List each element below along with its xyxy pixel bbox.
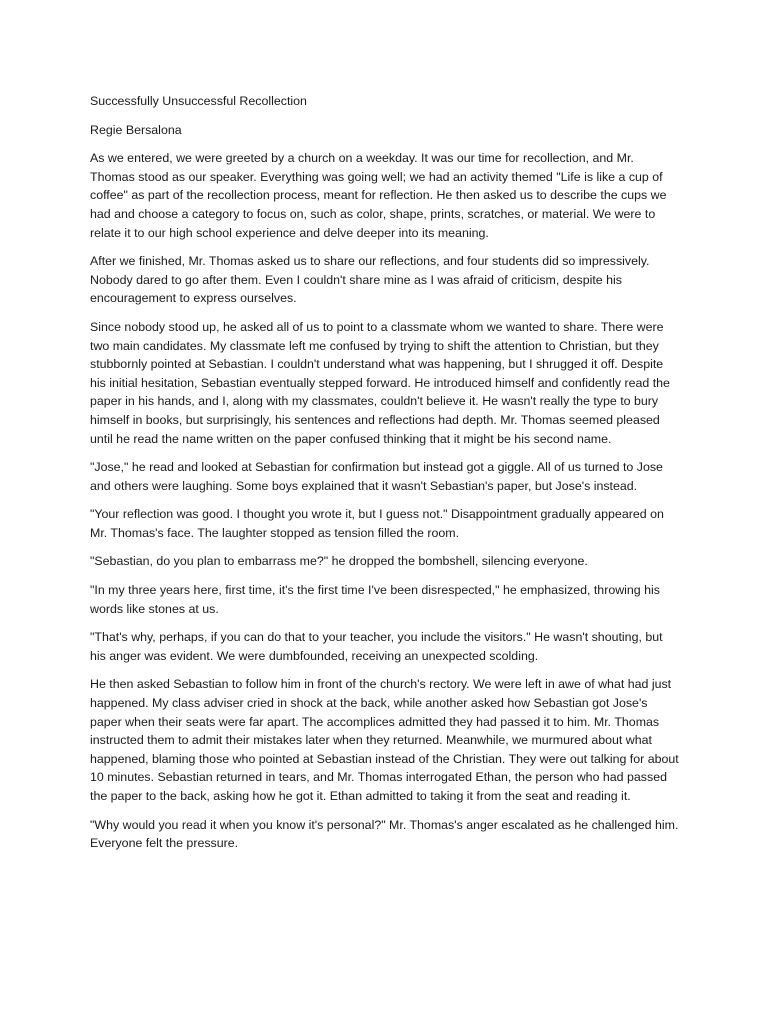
paragraph: "Why would you read it when you know it's personal?" Mr. Thomas's anger escalated as he challenged him. Everyone felt the pressure. xyxy=(90,817,679,851)
paragraph: "Sebastian, do you plan to embarrass me?" he dropped the bombshell, silencing everyone. xyxy=(90,554,588,569)
paragraph: "In my three years here, first time, it's the first time I've been disrespected," he emphasized, throwing his words like stones at us. xyxy=(90,583,660,616)
paragraph: He then asked Sebastian to follow him in front of the church's rectory. We were left in awe of what had just happened. My class adviser cried in shock at the back, while another asked how Sebastian got Jose's paper when their seats were far apart. The accomplices admitted they had passed it to him. Mr. Thomas instructed them to admit their mistakes later when they returned. Meanwhile, we murmured about what happened, blaming those who pointed at Sebastian instead of the Christian. They were out talking for about 10 minutes. Sebastian returned in tears, and Mr. Thomas interrogated Ethan, the person who had passed the paper to the back, asking how he got it. Ethan admitted to taking it from the seat and reading it. xyxy=(90,677,679,803)
document-title: Successfully Unsuccessful Recollection xyxy=(90,94,307,108)
document-body xyxy=(90,92,680,863)
paragraph: "That's why, perhaps, if you can do that to your teacher, you include the visitors." He wasn't shouting, but his anger was evident. We were dumbfounded, receiving an unexpected scolding. xyxy=(90,630,663,663)
paragraph: "Your reflection was good. I thought you wrote it, but I guess not." Disappointment gradually appeared on Mr. Thomas's face. The laughter stopped as tension filled the room. xyxy=(90,507,664,540)
paragraph: After we finished, Mr. Thomas asked us to share our reflections, and four students did so impressively. Nobody dared to go after them. Even I couldn't share mine as I was afraid of criticism, despite his encouragement to express ourselves. xyxy=(90,254,650,306)
paragraph: Since nobody stood up, he asked all of us to point to a classmate whom we wanted to share. There were two main candidates. My classmate left me confused by trying to shift the attention to Christian, but they stubbornly pointed at Sebastian. I couldn't understand what was happening, but I shrugged it off. Despite his initial hesitation, Sebastian eventually stepped forward. He introduced himself and confidently read the paper in his hands, and I, along with my classmates, couldn't believe it. He wasn't really the type to bury himself in books, but surprisingly, his sentences and reflections had depth. Mr. Thomas seemed pleased until he read the name written on the paper confused thinking that it might be his second name. xyxy=(90,319,670,446)
paragraph: As we entered, we were greeted by a church on a weekday. It was our time for recollection, and Mr. Thomas stood as our speaker. Everything was going well; we had an activity themed "Life is like a cup of coffee" as part of the recollection process, meant for reflection. He then asked us to describe the cups we had and choose a category to focus on, such as color, shape, prints, scratches, or material. We were to relate it to our high school experience and delve deeper into its meaning. xyxy=(90,151,667,240)
paragraph: "Jose," he read and looked at Sebastian for confirmation but instead got a giggle. All of us turned to Jose and others were laughing. Some boys explained that it wasn't Sebastian's paper, but Jose's instead. xyxy=(90,460,663,493)
document-author: Regie Bersalona xyxy=(90,122,182,137)
